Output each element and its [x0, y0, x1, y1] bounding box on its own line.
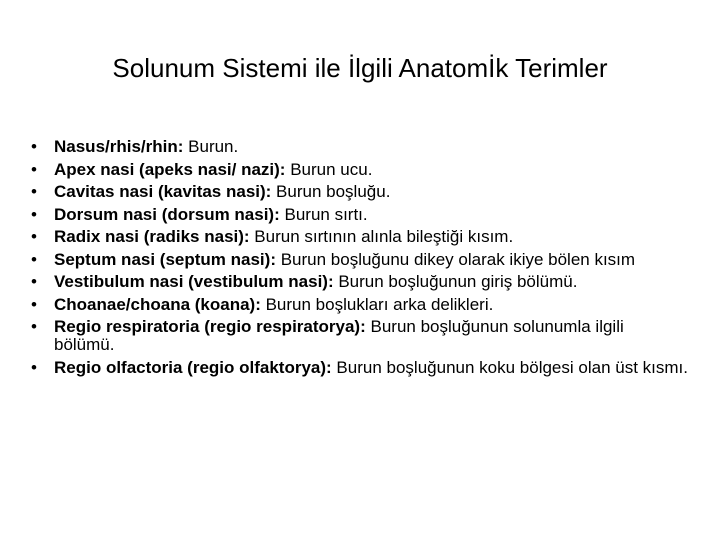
term-list: [28, 138, 688, 381]
term: Regio respiratoria (regio respiratorya):: [54, 317, 366, 336]
bullet: •: [31, 272, 37, 291]
term: Nasus/rhis/rhin:: [54, 137, 184, 156]
bullet: •: [31, 317, 37, 336]
list-item: [28, 138, 688, 156]
definition: Burun boşluğunun koku bölgesi olan üst kısmı.: [331, 357, 688, 377]
list-item: [28, 206, 688, 224]
term: Cavitas nasi (kavitas nasi):: [54, 182, 272, 201]
bullet: •: [31, 137, 37, 156]
list-item: [28, 296, 688, 314]
definition: Burun sırtının alınla bileştiği kısım.: [249, 227, 514, 246]
term: Apex nasi (apeks nasi/ nazi):: [54, 159, 286, 179]
definition: Burun boşlukları arka delikleri.: [260, 294, 494, 314]
bullet: •: [31, 357, 37, 377]
list-item: [28, 359, 688, 377]
term: Dorsum nasi (dorsum nasi):: [54, 204, 280, 224]
bullet: •: [31, 204, 37, 224]
term: Septum nasi (septum nasi):: [54, 249, 276, 269]
term: Regio olfactoria (regio olfaktorya):: [54, 357, 332, 377]
definition: Burun boşluğunun solunumla ilgili bölümü.: [54, 317, 624, 354]
list-item: [28, 318, 688, 354]
list-item: [28, 161, 688, 179]
list-item: [28, 273, 688, 291]
list-item: [28, 251, 688, 269]
slide-title: Solunum Sistemi ile İlgili Anatomİk Terimler: [112, 53, 608, 83]
bullet: •: [31, 182, 37, 201]
list-item: [28, 183, 688, 201]
definition: Burun ucu.: [285, 159, 373, 179]
definition: Burun.: [183, 137, 239, 156]
list-item: [28, 228, 688, 246]
bullet: •: [31, 249, 37, 269]
term: Radix nasi (radiks nasi):: [54, 227, 250, 246]
definition: Burun boşluğunu dikey olarak ikiye bölen kısım: [275, 249, 636, 269]
definition: Burun sırtı.: [279, 204, 368, 224]
definition: Burun boşluğu.: [271, 182, 391, 201]
term: Choanae/choana (koana):: [54, 294, 261, 314]
bullet: •: [31, 294, 37, 314]
term: Vestibulum nasi (vestibulum nasi):: [54, 272, 334, 291]
bullet: •: [31, 227, 37, 246]
bullet: •: [31, 159, 37, 179]
definition: Burun boşluğunun giriş bölümü.: [333, 272, 578, 291]
